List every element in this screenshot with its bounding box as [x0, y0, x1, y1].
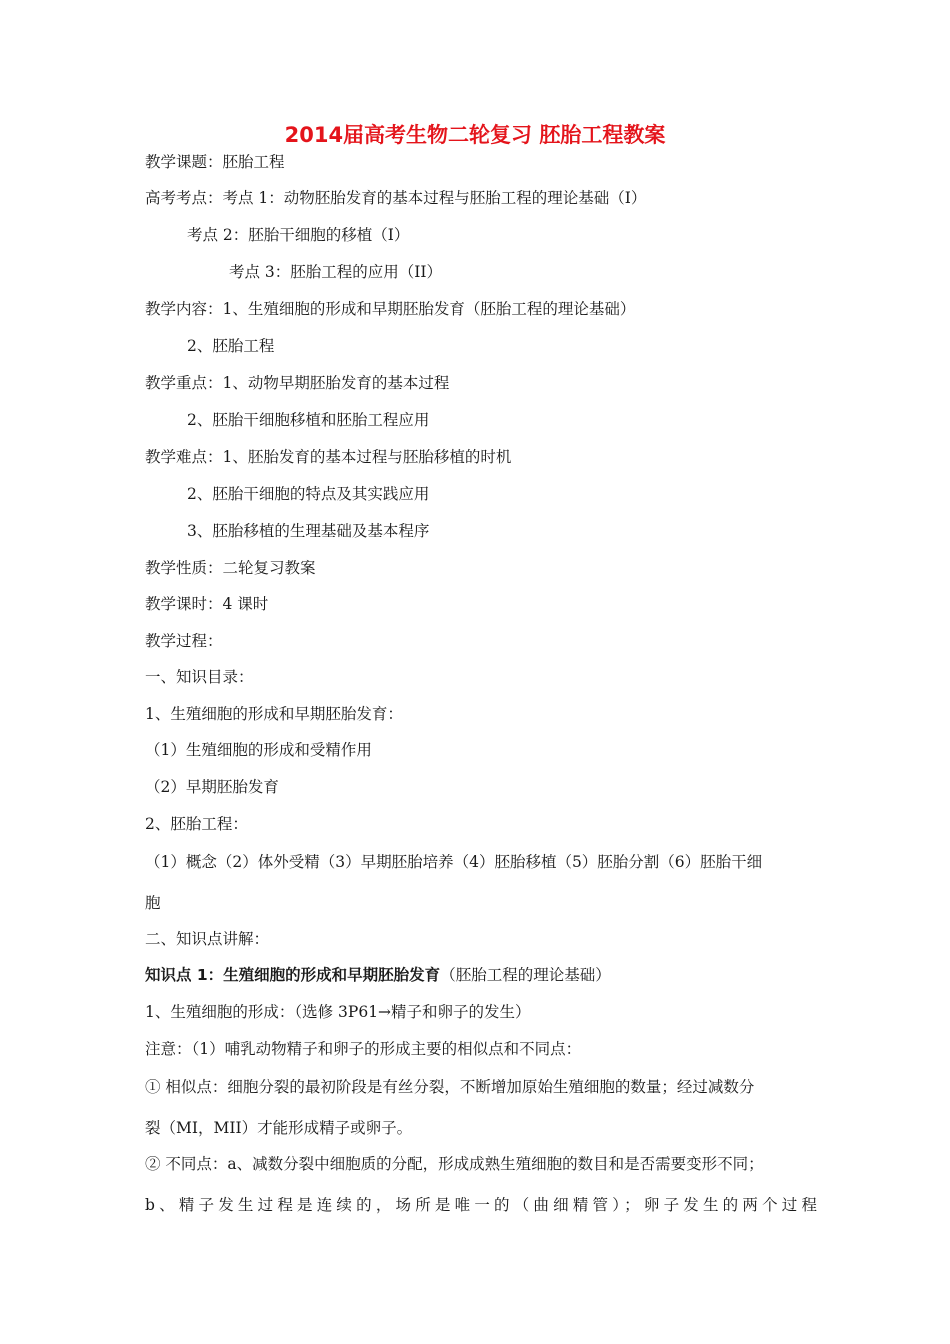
knowledge-point-title: 知识点 1：生殖细胞的形成和早期胚胎发育 [145, 966, 441, 984]
text-line: 教学重点：1、动物早期胚胎发育的基本过程 [145, 374, 450, 392]
text-line: 1、生殖细胞的形成：（选修 3P61→精子和卵子的发生） [145, 1003, 531, 1021]
text-line: ① 相似点：细胞分裂的最初阶段是有丝分裂，不断增加原始生殖细胞的数量；经过减数分 [145, 1078, 755, 1096]
text-line: 2、胚胎工程 [187, 337, 275, 355]
text-line: （2）早期胚胎发育 [145, 778, 279, 796]
text-line: 教学课题：胚胎工程 [145, 153, 285, 171]
text-line: 一、知识目录： [145, 668, 254, 686]
text-line: b、精子发生过程是连续的，场所是唯一的（曲细精管）；卵子发生的两个过程 [145, 1196, 822, 1214]
text-line: ② 不同点：a、减数分裂中细胞质的分配，形成成熟生殖细胞的数目和是否需要变形不同； [145, 1155, 764, 1173]
text-line: 考点 2：胚胎干细胞的移植（I） [187, 226, 410, 244]
text-line: 3、胚胎移植的生理基础及基本程序 [187, 522, 430, 540]
text-line: 教学课时：4 课时 [145, 595, 269, 613]
knowledge-point-note: （胚胎工程的理论基础） [440, 966, 611, 984]
text-line: 考点 3：胚胎工程的应用（II） [229, 263, 443, 281]
document-title: 2014届高考生物二轮复习 胚胎工程教案 [284, 123, 666, 147]
text-line: 二、知识点讲解： [145, 930, 270, 948]
text-line: （1）概念（2）体外受精（3）早期胚胎培养（4）胚胎移植（5）胚胎分割（6）胚胎干细 [145, 853, 763, 871]
text-line: 2、胚胎工程： [145, 815, 248, 833]
text-line: 教学性质：二轮复习教案 [145, 559, 316, 577]
knowledge-point-heading [145, 964, 611, 986]
text-line: 1、生殖细胞的形成和早期胚胎发育： [145, 705, 403, 723]
text-line: 教学过程： [145, 632, 223, 650]
text-line: 2、胚胎干细胞移植和胚胎工程应用 [187, 411, 430, 429]
text-line: 教学内容：1、生殖细胞的形成和早期胚胎发育（胚胎工程的理论基础） [145, 300, 636, 318]
text-line: （1）生殖细胞的形成和受精作用 [145, 741, 372, 759]
text-line: 注意：（1）哺乳动物精子和卵子的形成主要的相似点和不同点： [145, 1040, 582, 1058]
text-line: 2、胚胎干细胞的特点及其实践应用 [187, 485, 430, 503]
text-line: 裂（MI，MII）才能形成精子或卵子。 [145, 1119, 413, 1137]
text-line: 教学难点：1、胚胎发育的基本过程与胚胎移植的时机 [145, 448, 512, 466]
text-line: 高考考点：考点 1：动物胚胎发育的基本过程与胚胎工程的理论基础（I） [145, 189, 647, 207]
text-line: 胞 [145, 894, 161, 912]
